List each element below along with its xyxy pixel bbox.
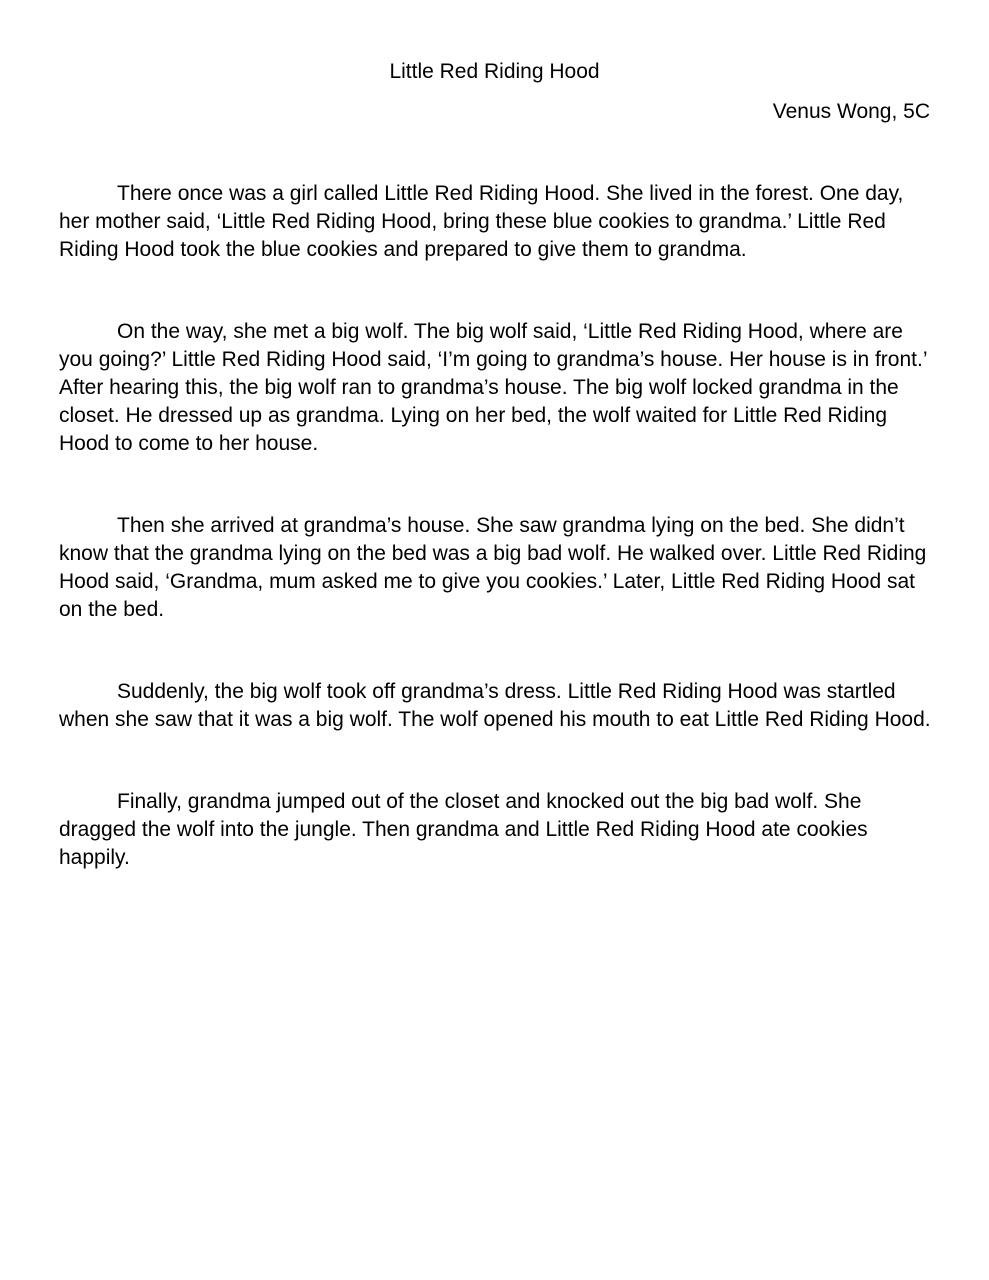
paragraph-4: Suddenly, the big wolf took off grandma’s dress. Little Red Riding Hood was startled when she saw that it was a big wolf. The wolf opened his mouth to eat Little Red Riding Hood. [59, 680, 931, 731]
paragraph-3: Then she arrived at grandma’s house. She saw grandma lying on the bed. She didn’t know that the grandma lying on the bed was a big bad wolf. He walked over. Little Red Riding Hood said, ‘Grandma, mum asked me to give you cookies.’ Later, Little Red Riding Hood sat on the bed. [59, 514, 927, 621]
author-line: Venus Wong, 5C [772, 100, 930, 123]
story-body [59, 180, 939, 872]
paragraph-1: There once was a girl called Little Red Riding Hood. She lived in the forest. One day, her mother said, ‘Little Red Riding Hood, bring these blue cookies to grandma.’ Little Red Riding Hood took the blue cookies and prepared to give them to grandma. [59, 182, 904, 261]
document-title: Little Red Riding Hood [389, 60, 600, 83]
paragraph-2: On the way, she met a big wolf. The big wolf said, ‘Little Red Riding Hood, where are you going?’ Little Red Riding Hood said, ‘I’m going to grandma’s house. Her house is in front.’ After hearing this, the big wolf ran to grandma’s house. The big wolf locked grandma in the closet. He dressed up as grandma. Lying on her bed, the wolf waited for Little Red Riding Hood to come to her house. [59, 320, 927, 455]
paragraph-5: Finally, grandma jumped out of the closet and knocked out the big bad wolf. She dragged the wolf into the jungle. Then grandma and Little Red Riding Hood ate cookies happily. [59, 790, 868, 869]
